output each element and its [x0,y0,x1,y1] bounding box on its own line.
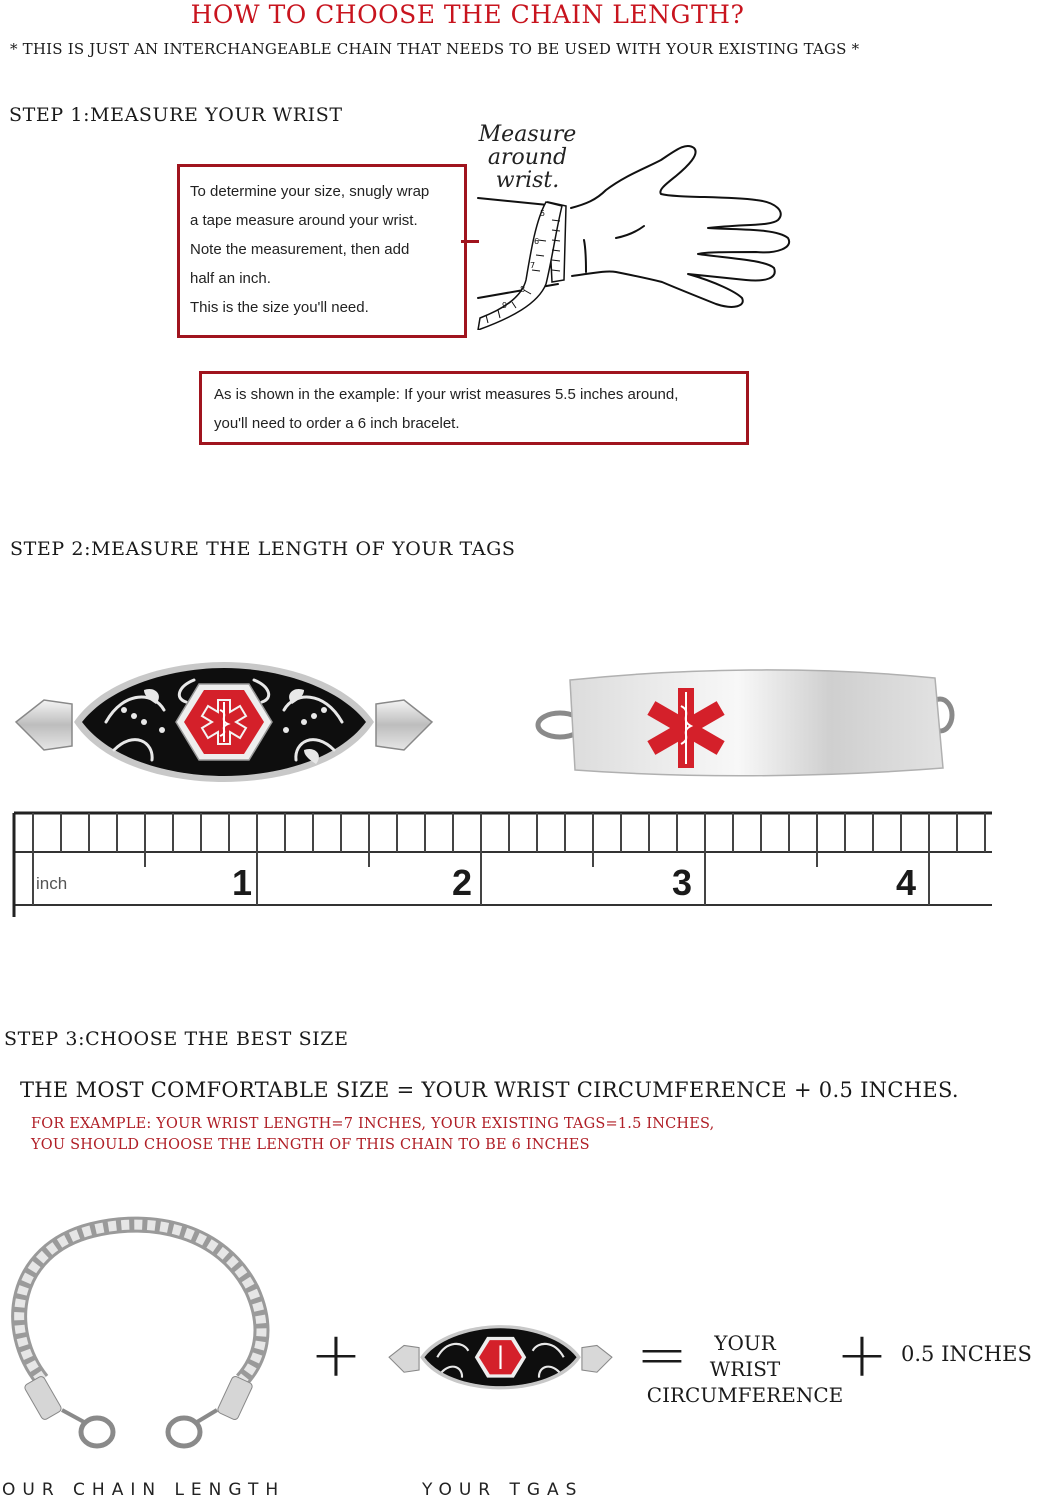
chain-bracelet-image [2,1210,277,1455]
ruler-number: 4 [896,862,917,903]
tape-number: 6 [534,237,540,246]
page-title: HOW TO CHOOSE THE CHAIN LENGTH? [190,0,745,29]
tags-label: YOUR TGAS [422,1480,584,1500]
hand-with-tape-measure-icon [476,140,796,330]
instruction-line: a tape measure around your wrist. [190,212,418,229]
wrist-label-line: YOUR [714,1331,776,1355]
size-example [31,1114,714,1156]
small-ornate-tag-image [388,1315,613,1400]
wrist-circumference-label [640,1330,850,1408]
ruler-number: 3 [672,862,693,903]
caption-line: around [487,145,568,170]
instruction-line: This is the size you'll need. [190,299,369,316]
ruler-unit-label: inch [36,874,68,893]
plus-sign: + [836,1318,888,1391]
instruction-line: Note the measurement, then add [190,241,410,258]
example-line: As is shown in the example: If your wrist measures 5.5 inches around, [214,386,679,403]
tape-number: 8 [520,285,526,294]
ornate-medical-tag-image [14,650,434,795]
wrist-label-line: CIRCUMFERENCE [646,1383,844,1407]
ruler-number: 1 [232,862,253,903]
step1-example-box [199,371,749,445]
bar-medical-tag-image [535,660,965,790]
tape-number: 5 [540,209,546,218]
example-line: you'll need to order a 6 inch bracelet. [214,415,460,432]
ruler-number: 2 [452,862,473,903]
inch-ruler [10,805,992,920]
page-subtitle: * THIS IS JUST AN INTERCHANGEABLE CHAIN THAT NEEDS TO BE USED WITH YOUR EXISTING TAGS * [10,40,860,58]
tape-number: 9 [502,301,508,310]
step2-heading: STEP 2:MEASURE THE LENGTH OF YOUR TAGS [10,538,516,560]
chain-length-label: OUR CHAIN LENGTH [2,1480,286,1500]
size-formula: THE MOST COMFORTABLE SIZE = YOUR WRIST CIRCUMFERENCE + 0.5 INCHES. [20,1078,959,1102]
example-line: YOU SHOULD CHOOSE THE LENGTH OF THIS CHAIN TO BE 6 INCHES [31,1137,590,1153]
example-line: FOR EXAMPLE: YOUR WRIST LENGTH=7 INCHES, YOUR EXISTING TAGS=1.5 INCHES, [31,1116,715,1132]
step3-heading: STEP 3:CHOOSE THE BEST SIZE [4,1028,349,1050]
caption-line: Measure [478,122,577,147]
instruction-line: To determine your size, snugly wrap [190,183,430,200]
step1-heading: STEP 1:MEASURE YOUR WRIST [9,104,343,126]
extra-inches-label: 0.5 INCHES [901,1342,1032,1366]
instruction-line: half an inch. [190,270,271,287]
wrist-label-line: WRIST [709,1357,781,1381]
step1-instructions-box [177,164,467,338]
caption-line: wrist. [495,168,560,193]
equals-sign: = [636,1318,688,1391]
tape-number: 7 [530,261,536,270]
plus-sign: + [310,1318,362,1391]
